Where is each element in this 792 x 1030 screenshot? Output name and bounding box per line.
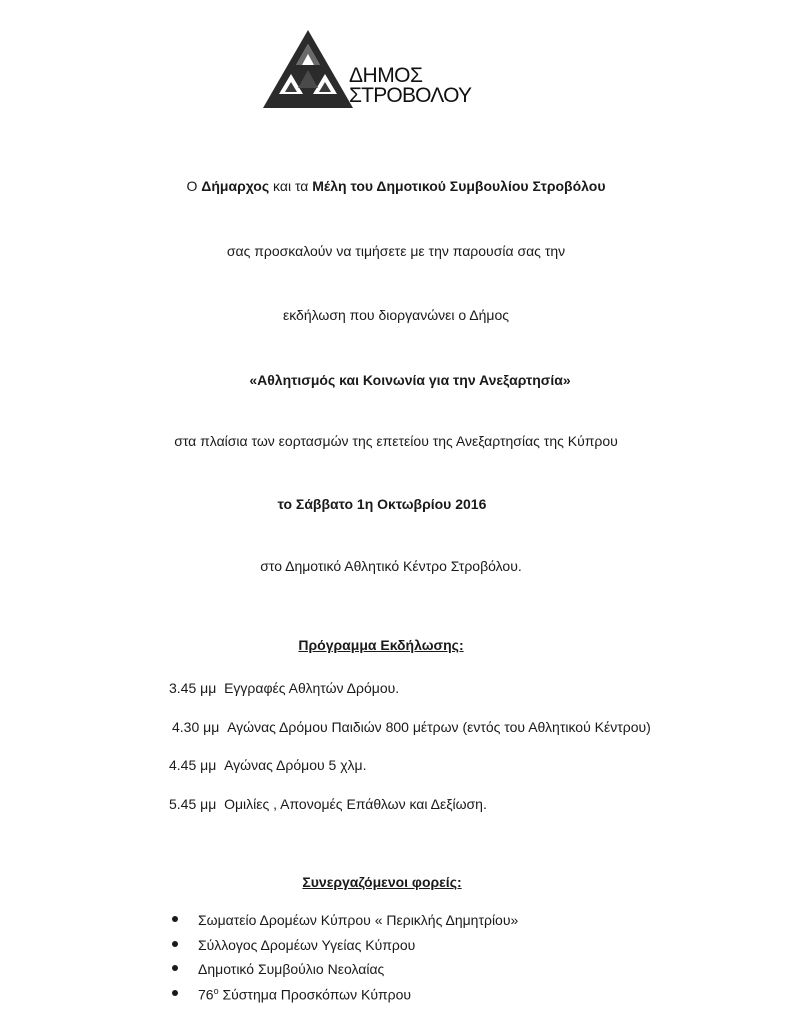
partners-list <box>172 912 518 1010</box>
program-item <box>172 719 651 735</box>
event-date: το Σάββατο 1η Οκτωβρίου 2016 <box>277 496 487 512</box>
logo-wordmark <box>349 66 471 106</box>
line1-prefix: Ο <box>186 178 202 194</box>
program-time: 5.45 μμ <box>169 796 217 812</box>
invitation-line-2: σας προσκαλούν να τιμήσετε με την παρουσία σας την <box>226 243 566 259</box>
program-heading: Πρόγραμμα Εκδήλωσης: <box>298 637 464 653</box>
partner-name: Σωματείο Δρομέων Κύπρου « Περικλής Δημητρίου» <box>198 912 519 928</box>
bullet-icon <box>172 916 178 922</box>
bullet-icon <box>172 990 178 996</box>
list-item <box>172 961 518 986</box>
mayor-text: Δήμαρχος <box>201 178 270 194</box>
program-time: 3.45 μμ <box>169 680 217 696</box>
event-title: «Αθλητισμός και Κοινωνία για την Ανεξαρτησία» <box>249 372 571 388</box>
ordinal-superscript: ο <box>213 985 219 996</box>
partner-name: Δημοτικό Συμβούλιο Νεολαίας <box>198 961 385 977</box>
program-text: Αγώνας Δρόμου Παιδιών 800 μέτρων (εντός του Αθλητικού Κέντρου) <box>227 719 651 735</box>
logo-line-1: ΔΗΜΟΣ <box>349 64 423 87</box>
list-item <box>172 912 518 937</box>
program-item <box>169 796 487 812</box>
bullet-icon <box>172 941 178 947</box>
list-item <box>172 986 518 1011</box>
partner-name: Σύλλογος Δρομέων Υγείας Κύπρου <box>198 936 416 953</box>
council-text: Μέλη του Δημοτικού Συμβουλίου Στροβόλου <box>312 178 606 194</box>
line1-middle: και τα <box>269 178 313 194</box>
program-item <box>169 757 367 773</box>
triangle-logo-icon <box>263 30 353 110</box>
partner-number: 76 <box>198 986 214 1003</box>
invitation-line-1 <box>0 178 792 194</box>
municipality-logo <box>263 30 508 110</box>
event-venue: στο Δημοτικό Αθλητικό Κέντρο Στροβόλου. <box>260 558 522 574</box>
invitation-line-3: εκδήλωση που διοργανώνει ο Δήμος <box>282 307 510 323</box>
bullet-icon <box>172 965 178 971</box>
list-item <box>172 937 518 962</box>
program-text: Εγγραφές Αθλητών Δρόμου. <box>224 680 400 696</box>
partners-heading: Συνεργαζόμενοι φορείς: <box>302 874 462 890</box>
program-time: 4.30 μμ <box>172 719 220 735</box>
program-text: Ομιλίες , Απονομές Επάθλων και Δεξίωση. <box>224 796 487 812</box>
partner-name: Σύστημα Προσκόπων Κύπρου <box>218 986 412 1003</box>
program-item <box>169 680 399 696</box>
logo-line-2: ΣΤΡΟΒΟΛΟΥ <box>349 84 472 107</box>
invitation-line-5: στα πλαίσια των εορτασμών της επετείου της Ανεξαρτησίας της Κύπρου <box>174 433 618 449</box>
program-text: Αγώνας Δρόμου 5 χλμ. <box>224 757 367 773</box>
program-time: 4.45 μμ <box>169 757 217 773</box>
